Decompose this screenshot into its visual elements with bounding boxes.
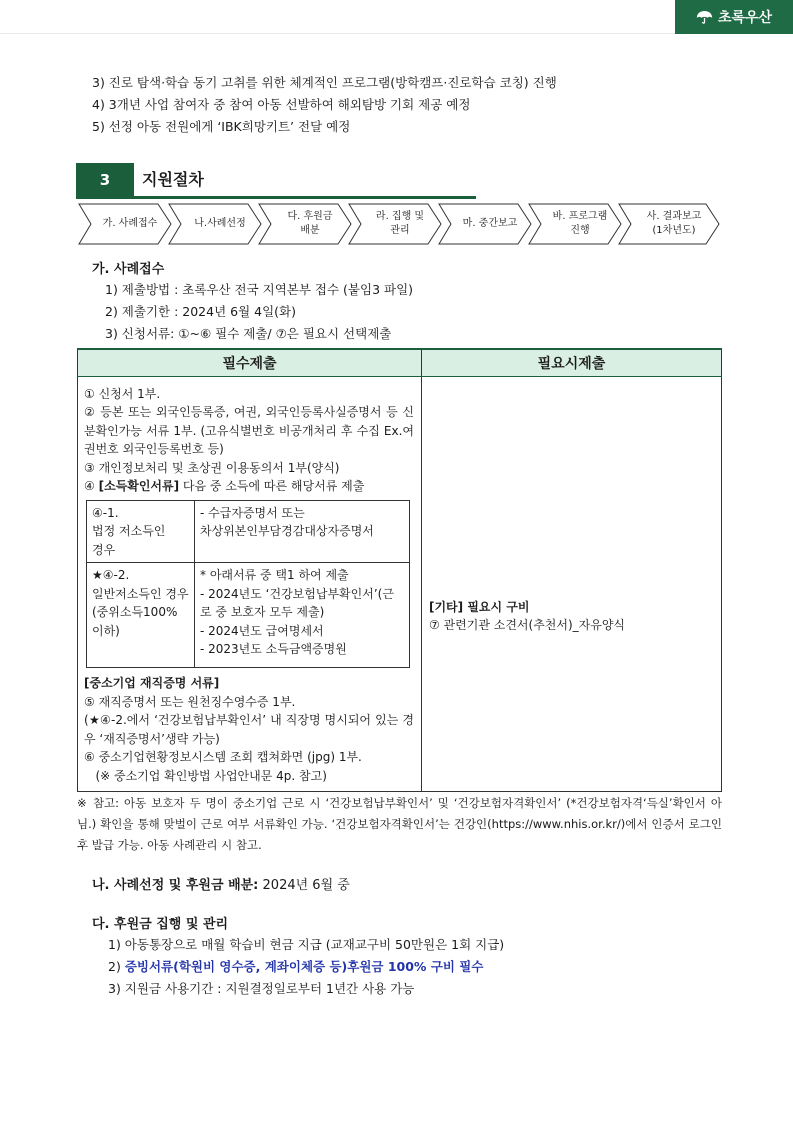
income-docs-table	[86, 500, 410, 669]
part-a-item: 1) 제출방법 : 초록우산 전국 지역본부 접수 (붙임3 파일)	[105, 282, 414, 297]
income-case-docs: - 수급자증명서 또는 차상위본인부담경감대상자증명서	[195, 500, 410, 563]
required-item	[84, 477, 414, 496]
part-b-heading: 나. 사례선정 및 후원금 배분:	[92, 878, 259, 893]
item-prefix: 2)	[108, 959, 125, 974]
required-cell	[78, 376, 422, 792]
list-item: 3) 진로 탐색·학습 동기 고취를 위한 체계적인 프로그램(방학캠프·진로학습 코칭) 진행	[92, 75, 557, 90]
part-a-item: 2) 제출기한 : 2024년 6월 4일(화)	[105, 304, 296, 319]
reference-note: ※ 참고: 아동 보호자 두 명이 중소기업 근로 시 ‘건강보험납부확인서’ 및 ‘건강보험자격확인서’ (*건강보험자격‘득실’확인서 아님.) 확인을 통해 맞벌이 근로 여부 서류확인 가능. ‘건강보험자격확인서’는 건강인(https://www.nhis.or.kr/)에서 인증서 로그인 후 발급 가능. 아동 사례관리 시 참고.	[77, 796, 722, 852]
flow-step-4: 라. 집행 및 관리	[375, 211, 425, 236]
flow-step-7: 사. 결과보고 (1차년도)	[646, 211, 702, 236]
part-c-item	[108, 957, 483, 975]
documents-table	[77, 348, 722, 792]
flow-step-6: 바. 프로그램 진행	[552, 211, 608, 236]
optional-header: 필요시제출	[421, 349, 721, 376]
income-case-label: ★④-2. 일반저소득인 경우 (중위소득100% 이하)	[87, 563, 195, 668]
umbrella-icon	[696, 10, 713, 24]
part-a-item: 3) 신청서류: ①~⑥ 필수 제출/ ⑦은 필요시 선택제출	[105, 326, 392, 341]
section-number: 3	[76, 163, 134, 197]
item-prefix: ④	[84, 479, 99, 493]
income-case-label: ④-1. 법정 저소득인 경우	[87, 500, 195, 563]
income-docs-label: [소득확인서류]	[98, 479, 180, 493]
part-c-item: 1) 아동통장으로 매월 학습비 현금 지급 (교재교구비 50만원은 1회 지급)	[108, 937, 505, 952]
list-item: 5) 선정 아동 전원에게 ‘IBK희망키트’ 전달 예정	[92, 119, 351, 134]
highlight-text: 증빙서류(학원비 영수증, 계좌이체증 등)후원금 100% 구비 필수	[124, 959, 484, 974]
flow-step-5: 마. 중간보고	[462, 218, 518, 229]
brand-name: 초록우산	[717, 10, 773, 26]
income-case-docs: * 아래서류 중 택1 하여 제출 - 2024년도 ‘건강보험납부확인서’(근로 중 보호자 모두 제출) - 2024년도 급여명세서 - 2023년도 소득금액증명원	[195, 563, 410, 668]
flow-step-3: 다. 후원금 배분	[287, 211, 333, 236]
part-a-heading: 가. 사례접수	[92, 262, 165, 277]
optional-cell	[421, 376, 721, 792]
part-b	[92, 874, 350, 893]
intro-list	[92, 72, 732, 138]
optional-item: ⑦ 관련기관 소견서(추천서)_자유양식	[428, 618, 626, 632]
required-item-note: (※ 중소기업 확인방법 사업안내문 4p. 참고)	[84, 768, 327, 783]
brand-logo	[675, 0, 793, 34]
required-item: ② 등본 또는 외국인등록증, 여권, 외국인등록사실증명서 등 신분확인가능 서류 1부. (고유식별번호 비공개처리 후 수집 Ex.여권번호 외국인등록번호 등)	[84, 405, 414, 456]
item-text: 다음 중 소득에 따른 해당서류 제출	[179, 479, 365, 493]
required-item: ① 신청서 1부.	[84, 386, 161, 401]
list-item: 4) 3개년 사업 참여자 중 참여 아동 선발하여 해외탐방 기회 제공 예정	[92, 97, 471, 112]
required-item: ⑤ 재직증명서 또는 원천징수영수증 1부.	[84, 694, 296, 709]
part-b-value: 2024년 6월 중	[258, 878, 350, 893]
sme-heading: [중소기업 재직증명 서류]	[84, 676, 220, 690]
part-c-heading: 다. 후원금 집행 및 관리	[92, 917, 229, 932]
optional-heading: [기타] 필요시 구비	[428, 599, 530, 614]
section-title: 지원절차	[142, 170, 204, 189]
required-header: 필수제출	[78, 349, 422, 376]
required-item: ⑥ 중소기업현황정보시스템 조회 캡쳐화면 (jpg) 1부.	[84, 750, 362, 764]
part-c-item: 3) 지원금 사용기간 : 지원결정일로부터 1년간 사용 가능	[108, 981, 415, 996]
flow-step-1: 가. 사례접수	[102, 218, 158, 229]
page-header	[0, 0, 793, 34]
required-item: ③ 개인정보처리 및 초상권 이용동의서 1부(양식)	[84, 460, 340, 475]
flow-step-2: 나.사례선정	[194, 218, 246, 229]
section-heading	[76, 163, 476, 199]
process-flow	[78, 203, 722, 245]
section-underline	[76, 196, 476, 199]
required-item-note: (★④-2.에서 ‘건강보험납부확인서’ 내 직장명 명시되어 있는 경우 ‘재직증명서’생략 가능)	[84, 713, 414, 746]
